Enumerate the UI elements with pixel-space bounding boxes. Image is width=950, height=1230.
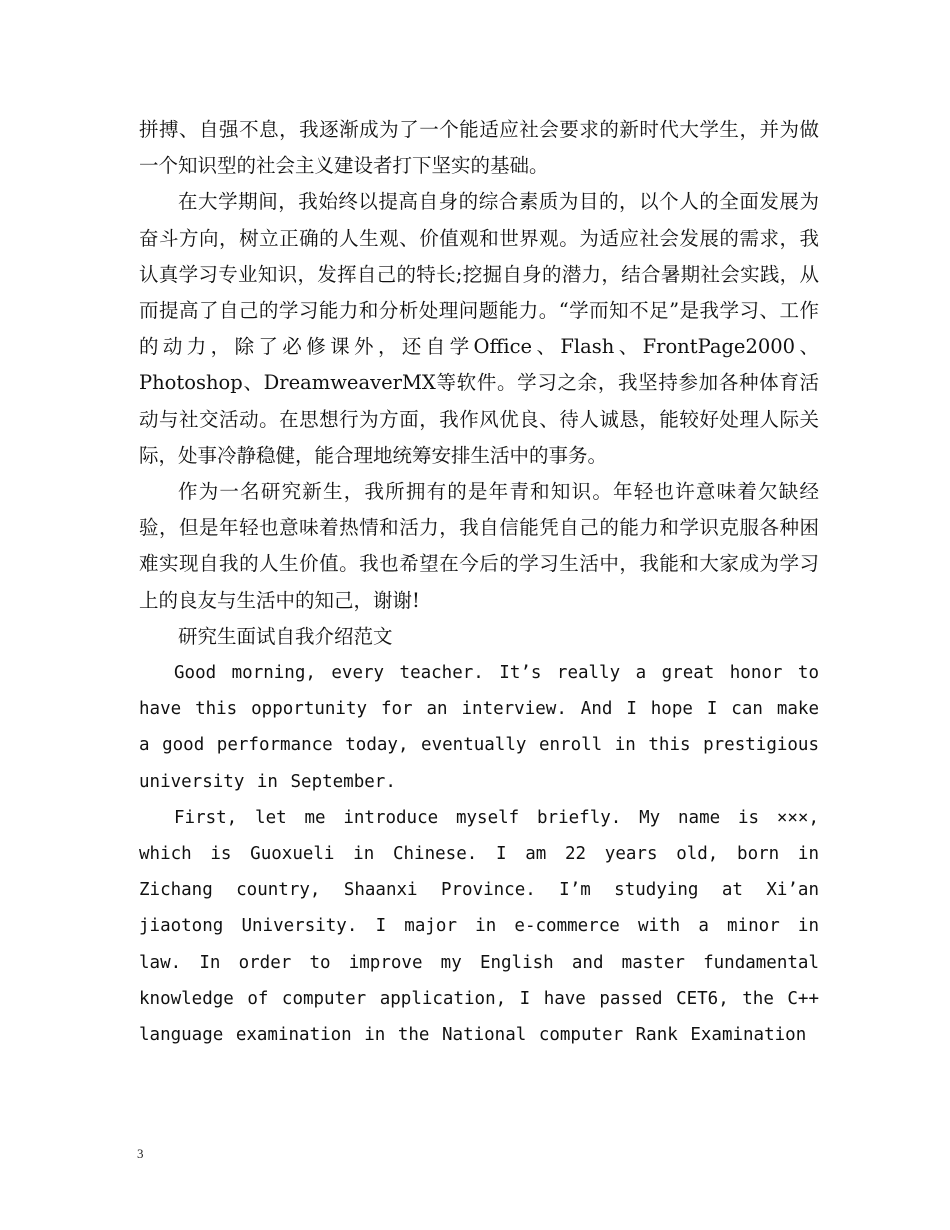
english-paragraph-introduction: First, let me introduce myself briefly. My name is ×××, which is Guoxueli in Chinese. I am 22 years old, born in Zichang country, Shaanxi Province. I’m studying at Xi’an jiaotong University. I major in e-commerce with a minor in law. In order to improve my English and master fundamental knowledge of computer application, I have passed CET6, the C++ language examination in the National computer Rank Examination [139,807,819,1046]
paragraph-university-life: 在大学期间，我始终以提高自身的综合素质为目的，以个人的全面发展为奋斗方向，树立正确的人生观、价值观和世界观。为适应社会发展的需求，我认真学习专业知识，发挥自己的特长;挖掘自身的潜力，结合暑期社会实践，从而提高了自己的学习能力和分析处理问题能力。“学而知不足”是我学习、工作的动力，除了必修课外，还自学Office、Flash、FrontPage2000、Photoshop、DreamweaverMX等软件。学习之余，我坚持参加各种体育活动与社交活动。在思想行为方面，我作风优良、待人诚恳，能较好处理人际关际，处事冷静稳健，能合理地统筹安排生活中的事务。 [139,190,819,467]
document-body [139,112,819,1053]
paragraph-continuation: 拼搏、自强不息，我逐渐成为了一个能适应社会要求的新时代大学生，并为做一个知识型的社会主义建设者打下坚实的基础。 [139,118,819,178]
page-number: 3 [137,1146,144,1161]
section-title: 研究生面试自我介绍范文 [178,624,393,648]
paragraph-graduate-aspiration: 作为一名研究新生，我所拥有的是年青和知识。年轻也许意味着欠缺经验，但是年轻也意味着热情和活力，我自信能凭自己的能力和学识克服各种困难实现自我的人生价值。我也希望在今后的学习生活中，我能和大家成为学习上的良友与生活中的知己，谢谢! [139,480,819,612]
english-paragraph-greeting: Good morning, every teacher. It’s really a great honor to have this opportunity for an interview. And I hope I can make a good performance today, eventually enroll in this prestigious university in September. [139,663,819,792]
